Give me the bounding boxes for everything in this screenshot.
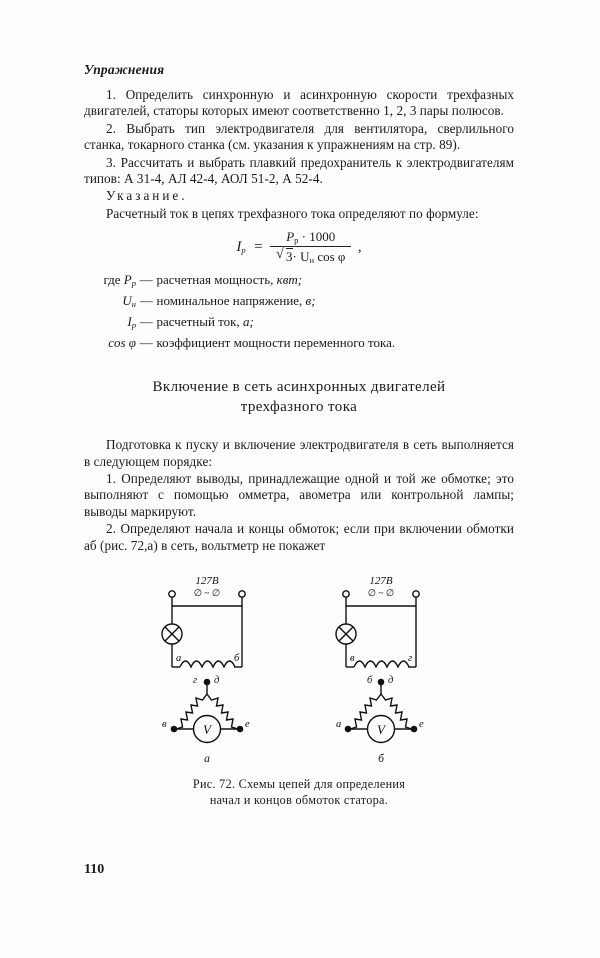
svg-text:∅ ~ ∅: ∅ ~ ∅ <box>367 589 395 600</box>
svg-text:б: б <box>234 653 240 665</box>
sqrt-icon: √ 3 <box>276 248 293 265</box>
definition-dash: — <box>139 335 153 351</box>
definition-lead: $I_р$ <box>127 314 136 331</box>
svg-text:е: е <box>245 719 250 731</box>
svg-text:б: б <box>367 675 373 687</box>
svg-text:в: в <box>350 653 355 665</box>
formula-tail: , <box>357 238 362 255</box>
svg-text:д: д <box>214 675 220 687</box>
formula-current <box>84 229 514 265</box>
definition-dash: — <box>139 314 153 330</box>
formula-denominator: √ $3\cdot U_н$ cos φ <box>270 246 351 265</box>
definition-lead: где $P_р$ <box>103 272 136 289</box>
svg-text:а: а <box>176 653 182 665</box>
svg-text:127В: 127В <box>369 575 393 588</box>
formula-numerator: $P_р \cdot 1000$ <box>286 229 336 246</box>
definition-row <box>84 313 514 334</box>
exercise-item: 2. Выбрать тип электродвигателя для вентилятора, сверлильного станка, токарного станка (см. указания к упражнениям на стр. 89). <box>84 120 514 153</box>
definition-unit: квт; <box>276 272 303 288</box>
page-title <box>84 377 514 417</box>
svg-text:V: V <box>203 722 211 738</box>
svg-text:а: а <box>204 753 210 766</box>
page-content <box>84 62 514 808</box>
svg-text:в: в <box>162 719 167 731</box>
definition-text: расчетный ток, <box>156 314 240 330</box>
definition-list <box>84 271 514 351</box>
figure-72 <box>84 572 514 808</box>
formula-fraction <box>270 229 351 265</box>
svg-text:г: г <box>193 675 198 687</box>
page-number: 110 <box>84 862 105 877</box>
definition-dash: — <box>139 272 153 288</box>
section-title: Упражнения <box>84 62 165 77</box>
body-paragraph: Подготовка к пуску и включение электродвигателя в сеть выполняется в следующем порядке: <box>84 437 514 469</box>
definition-text: номинальное напряжение, <box>156 293 303 309</box>
definition-dash: — <box>139 293 153 309</box>
heading-line-1: Включение в сеть асинхронных двигателей <box>152 379 446 396</box>
definition-row <box>84 334 514 351</box>
svg-text:V: V <box>377 722 385 738</box>
exercise-item: 1. Определить синхронную и асинхронную скорости трехфазных двигателей, статоры которых имеют соответственно 1, 2, 3 пары полюсов. <box>84 87 514 119</box>
definition-unit: а; <box>243 314 254 330</box>
svg-text:127В: 127В <box>195 575 219 588</box>
body-paragraph: 1. Определяют выводы, принадлежащие одной и той же обмотке; это выполняют с помощью омметра, авометра или контрольной лампы; выводы маркируют. <box>84 471 514 519</box>
definition-text: коэффициент мощности переменного тока. <box>156 335 396 351</box>
definition-lead: cos φ <box>108 335 136 351</box>
note-text: Расчетный ток в цепях трехфазного тока определяют по формуле: <box>106 205 479 221</box>
definition-row <box>84 292 514 313</box>
svg-text:а: а <box>336 719 342 731</box>
svg-text:д: д <box>388 675 394 687</box>
formula-equals: = <box>254 238 263 255</box>
formula-lhs: $I_р$ <box>236 238 246 255</box>
note-label <box>84 188 514 204</box>
svg-text:г: г <box>408 653 413 665</box>
definition-unit: в; <box>305 293 316 309</box>
heading-line-2: трехфазного тока <box>240 399 358 416</box>
definition-text: расчетная мощность, <box>156 272 274 288</box>
definition-lead: $U_н$ <box>122 293 136 310</box>
body-paragraph: 2. Определяют начала и концы обмоток; если при включении обмотки аб (рис. 72,а) в сеть, вольтметр не покажет <box>84 521 514 553</box>
caption-line-2: начал и концов обмоток статора. <box>209 793 389 808</box>
svg-text:∅ ~ ∅: ∅ ~ ∅ <box>193 589 221 600</box>
circuit-diagram <box>84 572 514 808</box>
definition-row <box>84 271 514 292</box>
svg-text:б: б <box>378 753 384 766</box>
svg-text:е: е <box>419 719 424 731</box>
exercise-item: 3. Рассчитать и выбрать плавкий предохранитель к электродвигателям типов: А 31-4, АЛ 42-4, АОЛ 51-2, А 52-4. <box>84 154 514 187</box>
note-label-text: Указание. <box>106 188 188 204</box>
figure-caption <box>84 776 514 808</box>
caption-line-1: Рис. 72. Схемы цепей для определения <box>192 777 406 792</box>
